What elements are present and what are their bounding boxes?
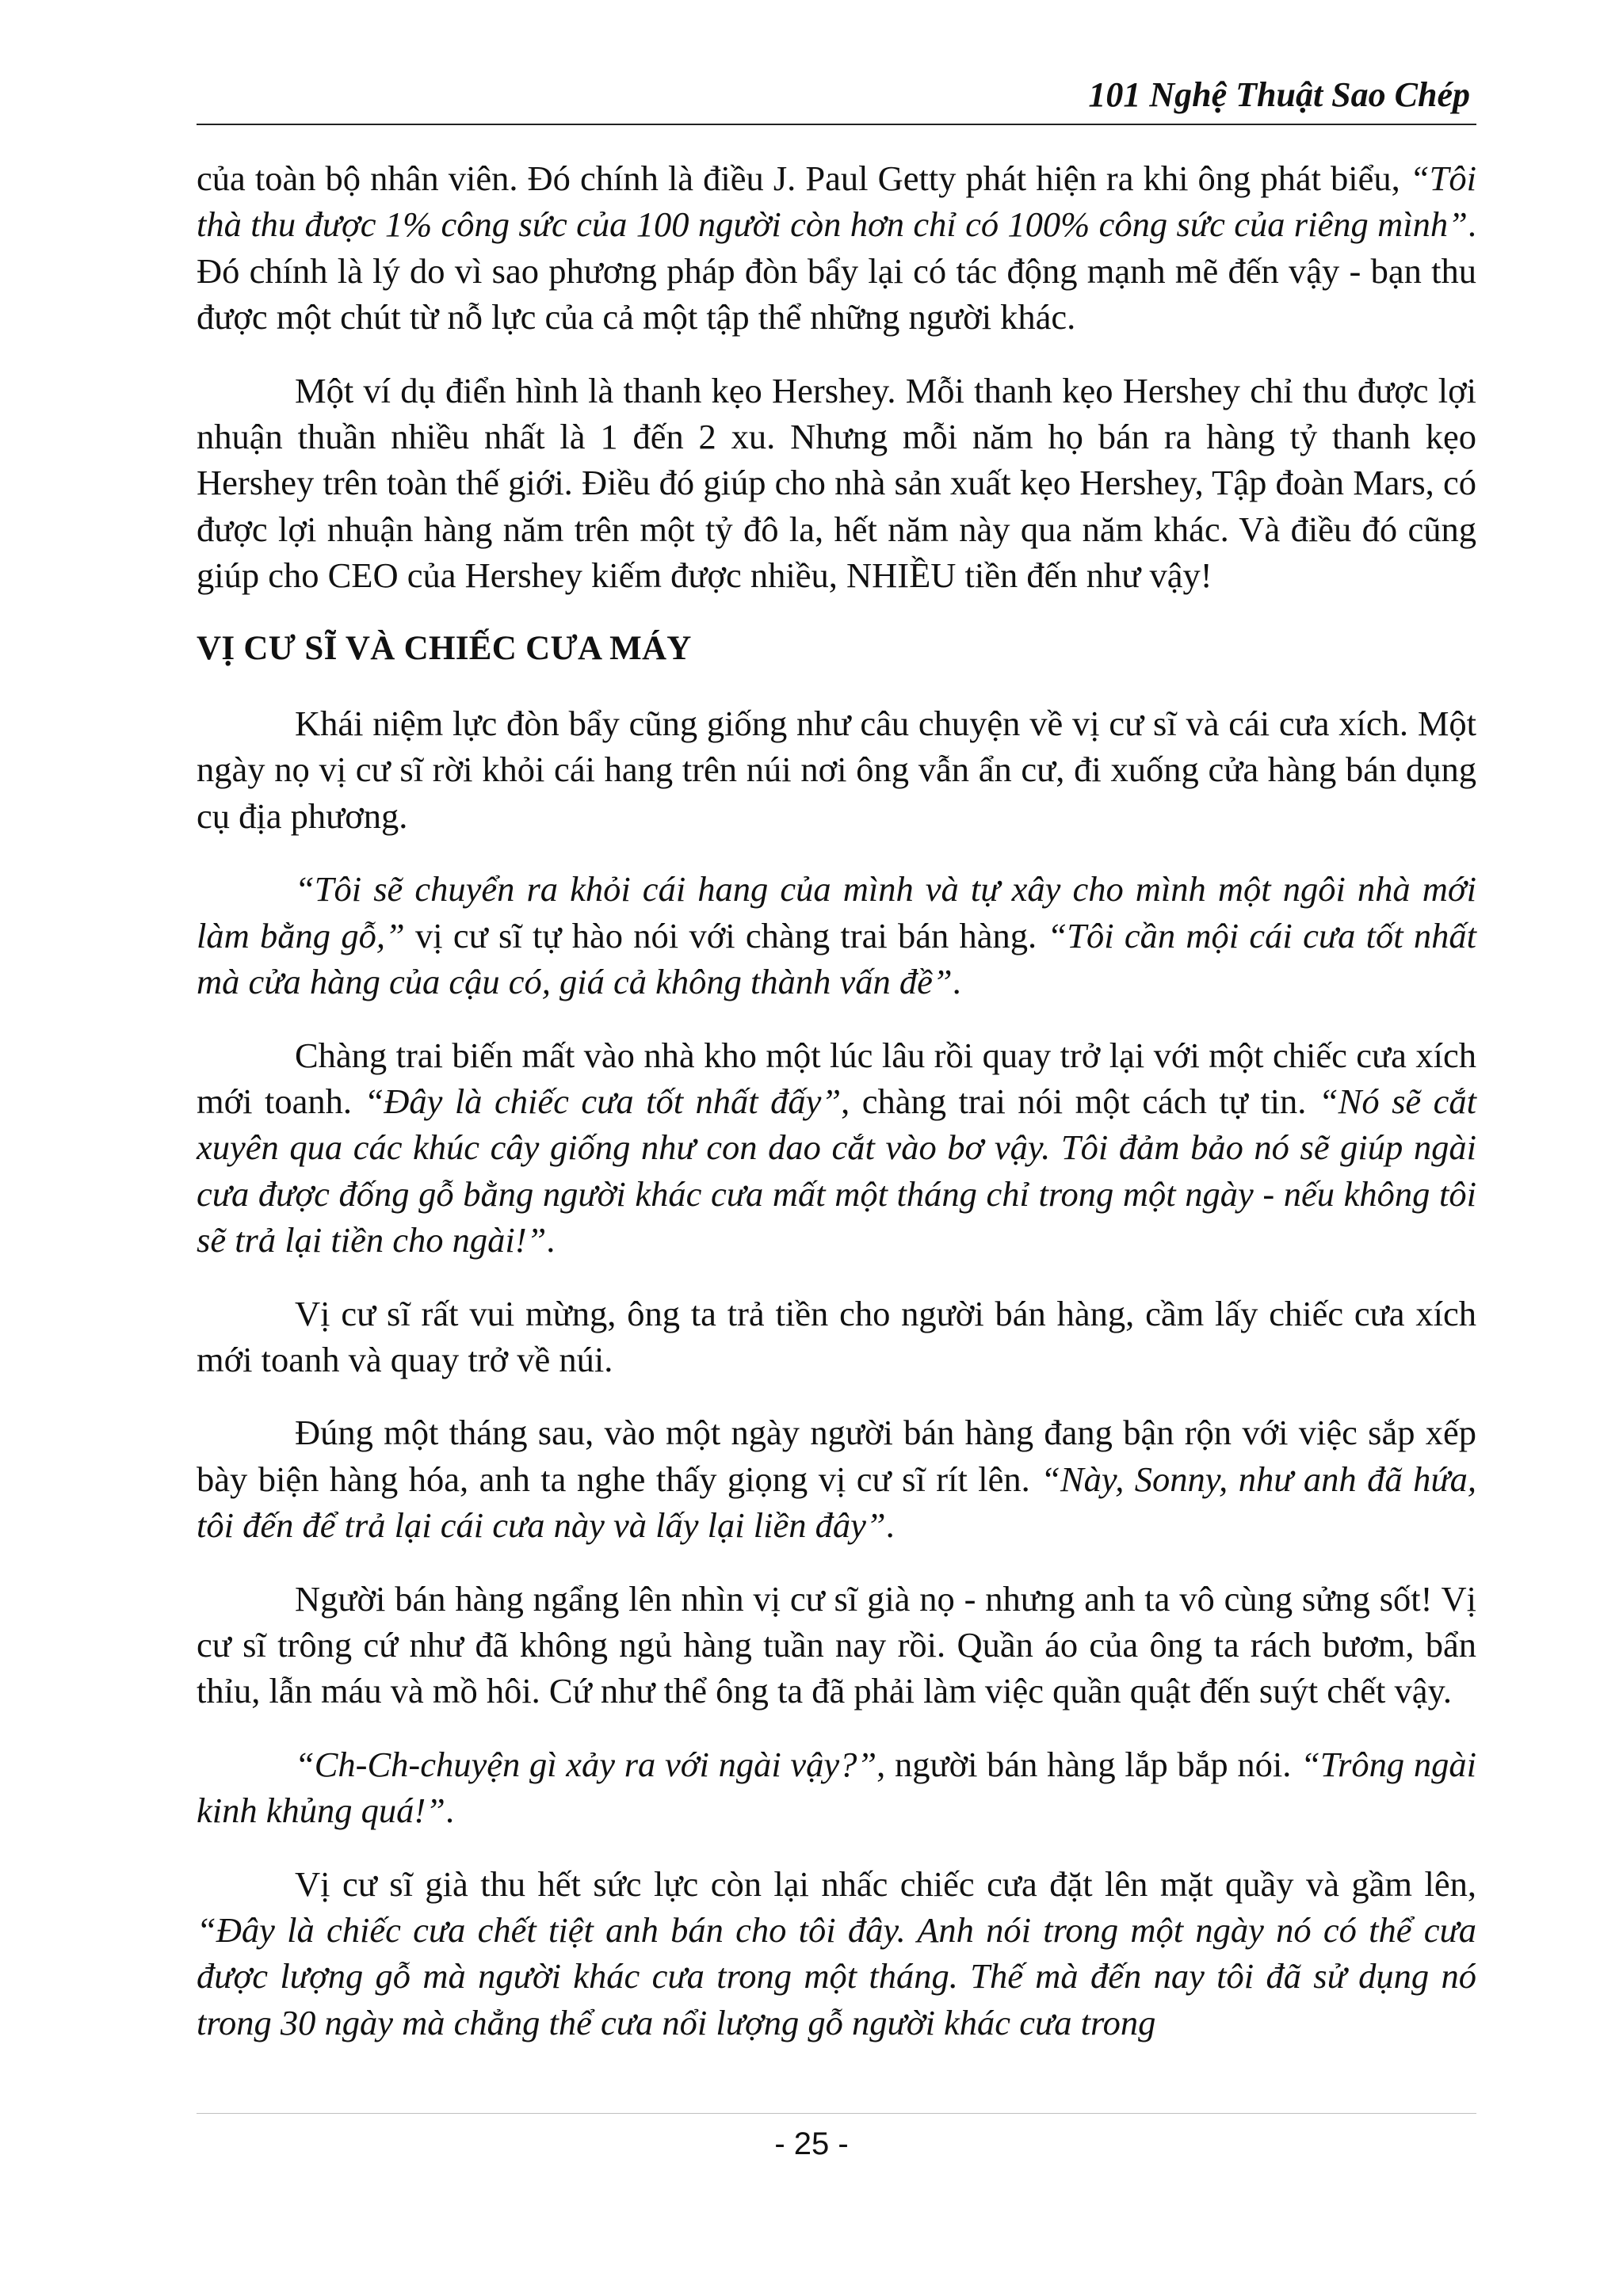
paragraph-9-text-b: . [445, 1791, 455, 1831]
paragraph-5-text-b: , chàng trai nói một cách tự tin. [841, 1081, 1319, 1121]
paragraph-4-text-a: vị cư sĩ tự hào nói với chàng trai bán hàng. [404, 915, 1048, 955]
paragraph-4-quote-b: “Tôi cần mội cái cưa tốt nhất mà cửa hàng của cậu có, giá cả không thành vấn đề” [197, 915, 1476, 1002]
paragraph-7-text-a: Đúng một tháng sau, vào một ngày người bán hàng đang bận rộn với việc sắp xếp bày biện hàng hóa, anh ta nghe thấy giọng vị cư sĩ rít lên. [197, 1413, 1476, 1499]
paragraph-9 [197, 1741, 1476, 1834]
paragraph-6: Vị cư sĩ rất vui mừng, ông ta trả tiền cho người bán hàng, cầm lấy chiếc cưa xích mới toanh và quay trở về núi. [197, 1293, 1476, 1379]
paragraph-10-text-a: Vị cư sĩ già thu hết sức lực còn lại nhấc chiếc cưa đặt lên mặt quầy và gầm lên, [295, 1863, 1476, 1904]
paragraph-5-quote-b: “Nó sẽ cắt xuyên qua các khúc cây giống như con dao cắt vào bơ vậy. Tôi đảm bảo nó sẽ giúp ngài cưa được đống gỗ bằng người khác cưa mất một tháng chỉ trong một ngày - nếu không tôi sẽ trả lại tiền cho ngài!” [197, 1081, 1477, 1261]
paragraph-5-text-a: Chàng trai biến mất vào nhà kho một lúc lâu rồi quay trở lại với một chiếc cưa xích mới toanh. [197, 1035, 1476, 1121]
paragraph-4 [197, 866, 1476, 1005]
paragraph-1-text-a: của toàn bộ nhân viên. Đó chính là điều J. Paul Getty phát hiện ra khi ông phát biểu, [197, 158, 1410, 198]
paragraph-5 [197, 1032, 1476, 1264]
paragraph-1 [197, 155, 1476, 341]
running-header-title: 101 Nghệ Thuật Sao Chép [1088, 75, 1470, 114]
paragraph-4-quote-a: “Tôi sẽ chuyển ra khỏi cái hang của mình và tự xây cho mình một ngôi nhà mới làm bằng gỗ,” [197, 869, 1476, 955]
paragraph-5-text-c: . [546, 1220, 556, 1261]
paragraph-1-quote: “Tôi thà thu được 1% công sức của 100 người còn hơn chỉ có 100% công sức của riêng mình” [197, 158, 1476, 245]
footer-divider [197, 2113, 1476, 2114]
page-number: - 25 - [774, 2126, 849, 2161]
paragraph-9-quote-b: “Trông ngài kinh khủng quá!” [197, 1744, 1476, 1831]
paragraph-7-text-b: . [885, 1505, 895, 1546]
paragraph-8: Người bán hàng ngẩng lên nhìn vị cư sĩ già nọ - nhưng anh ta vô cùng sửng sốt! Vị cư sĩ trông cứ như đã không ngủ hàng tuần nay rồi. Quần áo của ông ta rách bươm, bẩn thỉu, lẫn máu và mồ hôi. Cứ như thể ông ta đã phải làm việc quần quật đến suýt chết vậy. [197, 1578, 1476, 1711]
paragraph-10 [197, 1861, 1476, 2046]
paragraph-7-quote: “Này, Sonny, như anh đã hứa, tôi đến để trả lại cái cưa này và lấy lại liền đây” [197, 1459, 1476, 1546]
paragraph-9-text-a: , người bán hàng lắp bắp nói. [876, 1744, 1301, 1784]
paragraph-1-text-b: . Đó chính là lý do vì sao phương pháp đòn bẩy lại có tác động mạnh mẽ đến vậy - bạn thu được một chút từ nỗ lực của cả một tập thể những người khác. [197, 204, 1476, 338]
header-divider [197, 124, 1476, 125]
section-heading: VỊ CƯ SĨ VÀ CHIẾC CƯA MÁY [197, 629, 692, 667]
paragraph-10-quote: “Đây là chiếc cưa chết tiệt anh bán cho tôi đây. Anh nói trong một ngày nó có thể cưa được lượng gỗ mà người khác cưa trong một tháng. Thế mà đến nay tôi đã sử dụng nó trong 30 ngày mà chẳng thể cưa nổi lượng gỗ người khác cưa trong [197, 1910, 1476, 2042]
paragraph-4-text-b: . [952, 962, 961, 1002]
paragraph-5-quote-a: “Đây là chiếc cưa tốt nhất đấy” [364, 1081, 842, 1121]
paragraph-2: Một ví dụ điển hình là thanh kẹo Hershey. Mỗi thanh kẹo Hershey chỉ thu được lợi nhuận thuần nhiều nhất là 1 đến 2 xu. Nhưng mỗi năm họ bán ra hàng tỷ thanh kẹo Hershey trên toàn thế giới. Điều đó giúp cho nhà sản xuất kẹo Hershey, Tập đoàn Mars, có được lợi nhuận hàng năm trên một tỷ đô la, hết năm này qua năm khác. Và điều đó cũng giúp cho CEO của Hershey kiếm được nhiều, NHIỀU tiền đến như vậy! [197, 370, 1476, 596]
paragraph-7 [197, 1409, 1476, 1548]
paragraph-3: Khái niệm lực đòn bẩy cũng giống như câu chuyện về vị cư sĩ và cái cưa xích. Một ngày nọ vị cư sĩ rời khỏi cái hang trên núi nơi ông vẫn ẩn cư, đi xuống cửa hàng bán dụng cụ địa phương. [197, 704, 1476, 836]
body-text [197, 155, 1476, 2073]
paragraph-9-quote-a: “Ch-Ch-chuyện gì xảy ra với ngài vậy?” [295, 1744, 877, 1784]
